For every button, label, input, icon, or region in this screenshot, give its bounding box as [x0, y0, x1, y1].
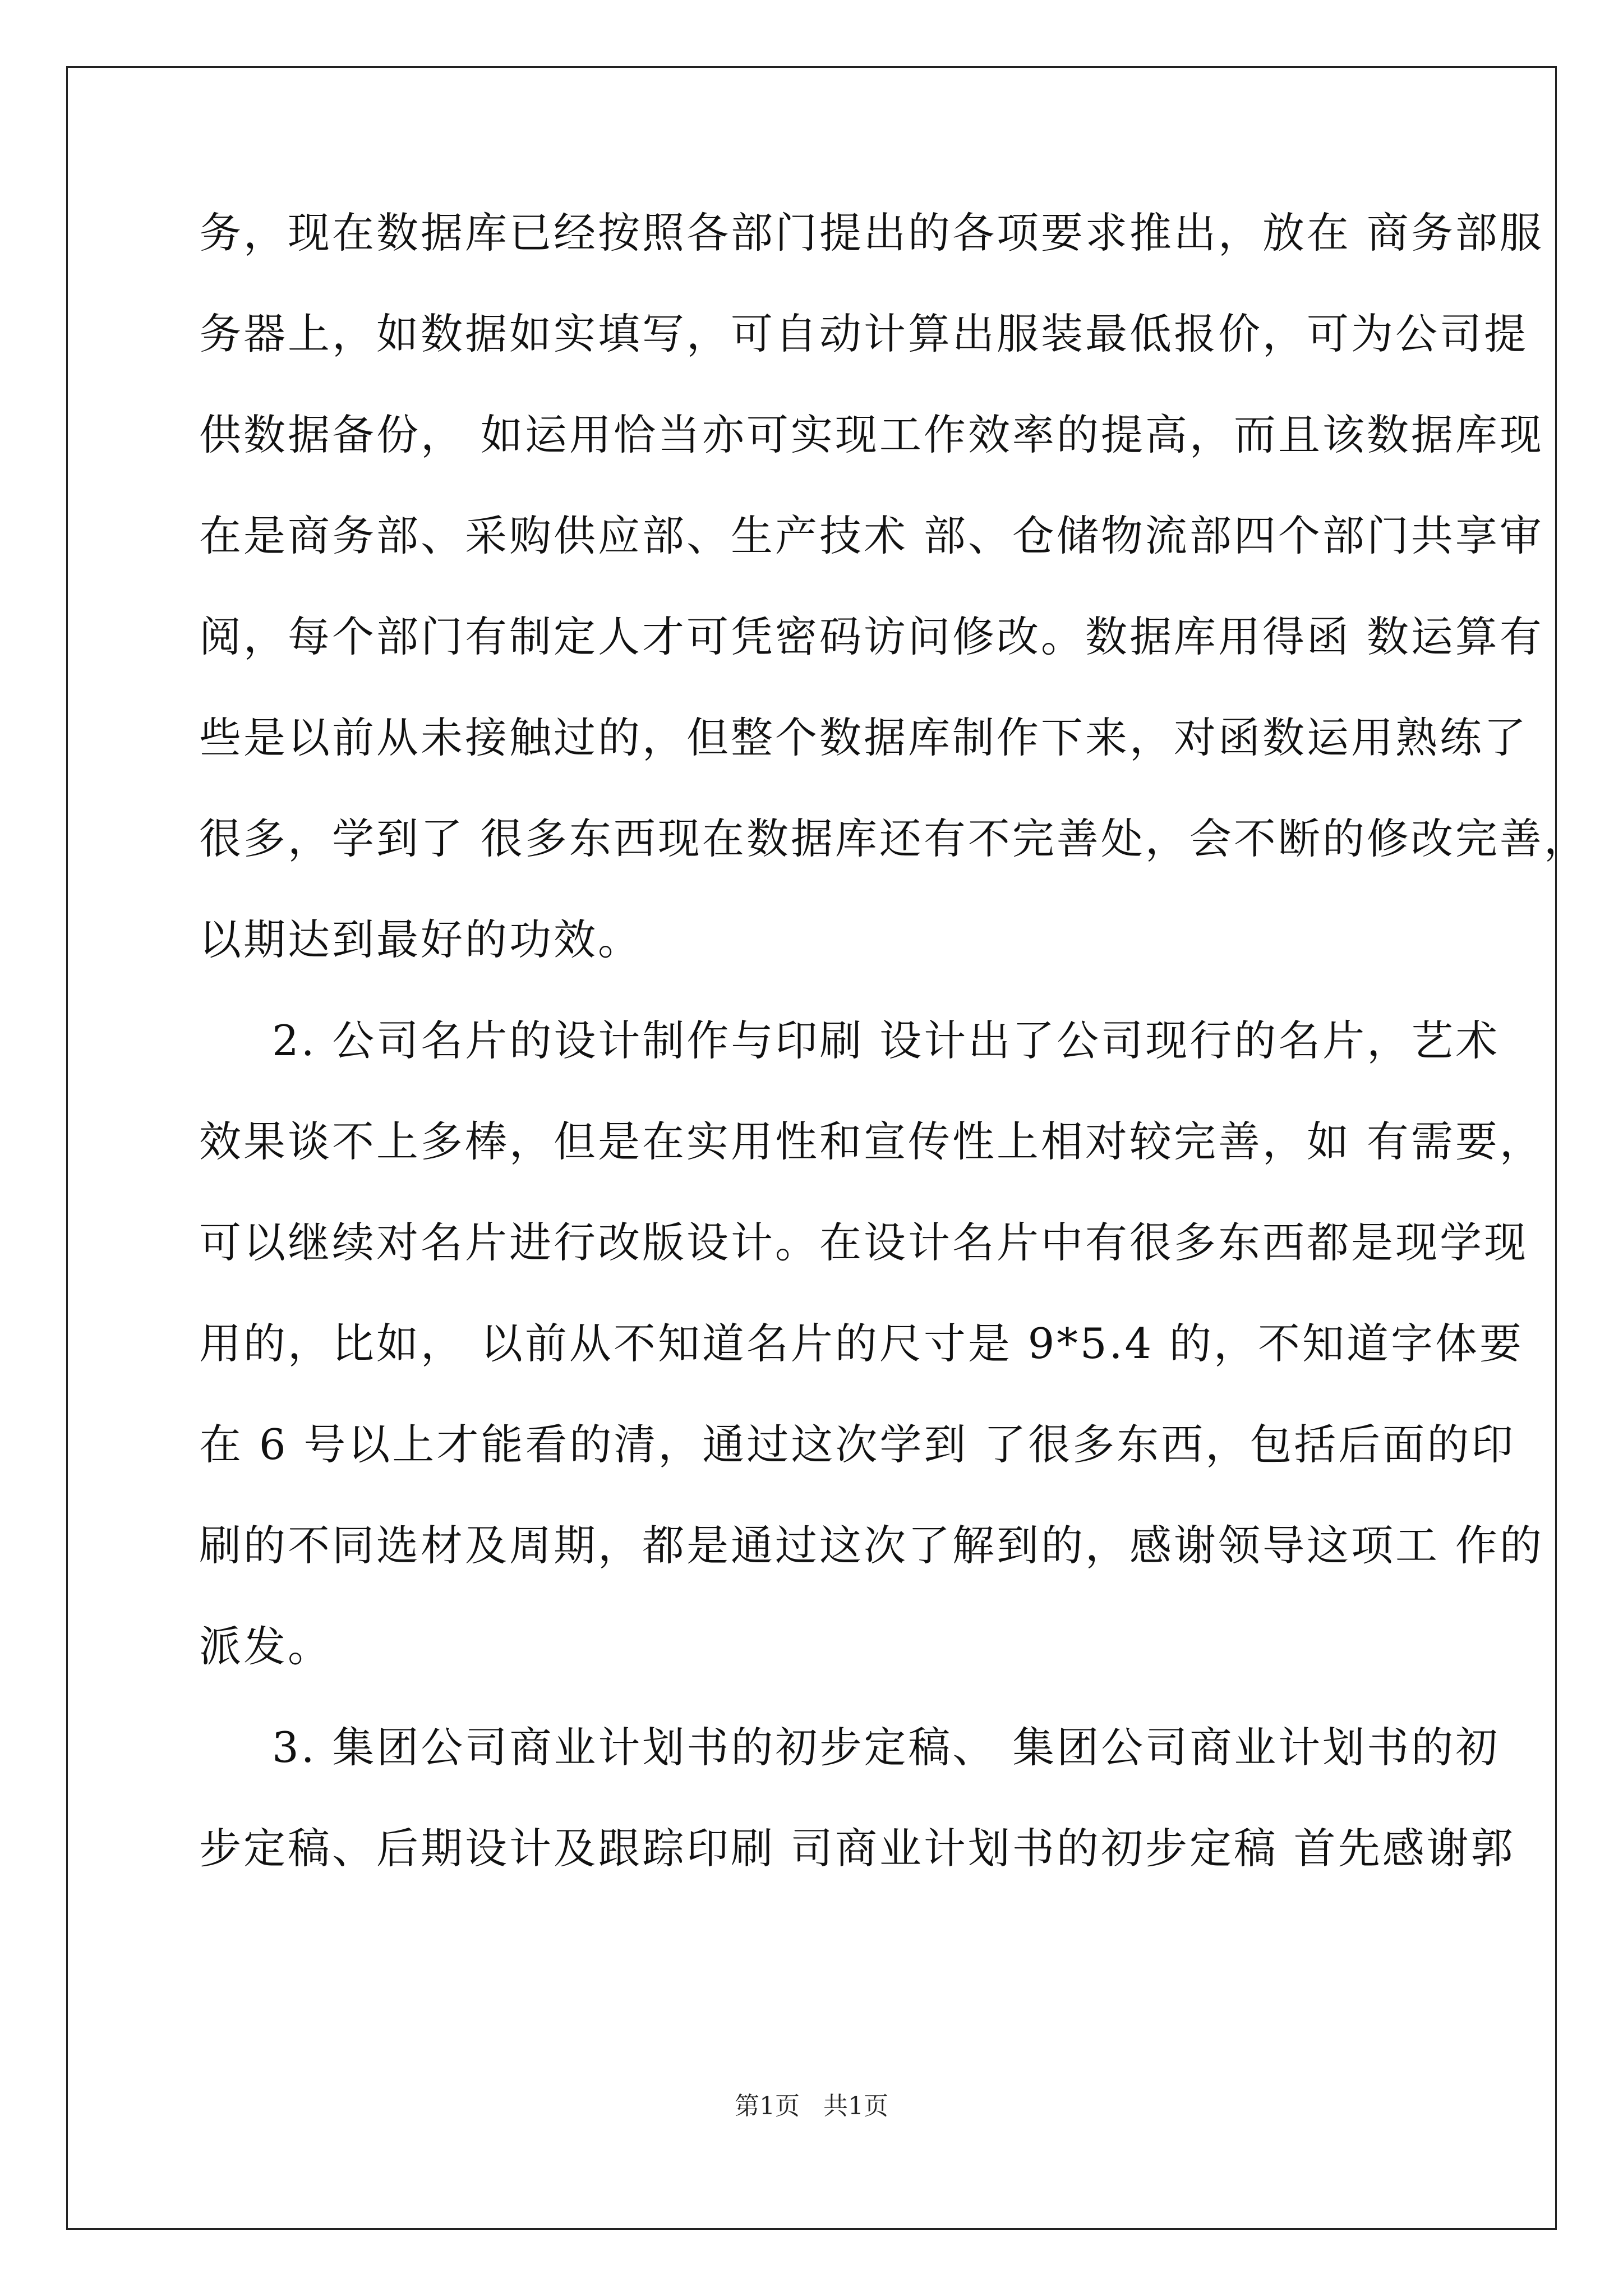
text-line: 可以继续对名片进行改版设计。在设计名片中有很多东西都是现学现 — [199, 1218, 1529, 1267]
text-line: 务，现在数据库已经按照各部门提出的各项要求推出，放在 商务部服 — [199, 208, 1544, 257]
paragraph-heading-2: 2. 公司名片的设计制作与印刷 设计出了公司现行的名片，艺术 — [272, 1016, 1500, 1065]
text-line: 阅，每个部门有制定人才可凭密码访问修改。数据库用得函 数运算有 — [199, 612, 1544, 661]
text-line: 步定稿、后期设计及跟踪印刷 司商业计划书的初步定稿 首先感谢郭 — [199, 1824, 1515, 1873]
text-line: 效果谈不上多棒，但是在实用性和宣传性上相对较完善，如 有需要， — [199, 1117, 1544, 1166]
text-line: 刷的不同选材及周期，都是通过这次了解到的，感谢领导这项工 作的 — [199, 1521, 1544, 1570]
text-line: 在是商务部、采购供应部、生产技术 部、仓储物流部四个部门共享审 — [199, 511, 1544, 560]
text-line: 务器上，如数据如实填写，可自动计算出服装最低报价，可为公司提 — [199, 309, 1529, 358]
text-line: 很多，学到了 很多东西现在数据库还有不完善处，会不断的修改完善， — [199, 814, 1588, 863]
text-line: 些是以前从未接触过的，但整个数据库制作下来，对函数运用熟练了 — [199, 713, 1529, 762]
paragraph-heading-3: 3. 集团公司商业计划书的初步定稿、 集团公司商业计划书的初 — [272, 1723, 1500, 1772]
text-line: 在 6 号以上才能看的清，通过这次学到 了很多东西，包括后面的印 — [199, 1420, 1516, 1469]
text-line: 派发。 — [199, 1622, 333, 1671]
document-body — [199, 208, 1588, 1929]
text-line: 供数据备份， 如运用恰当亦可实现工作效率的提高，而且该数据库现 — [199, 410, 1544, 459]
text-line: 用的，比如， 以前从不知道名片的尺寸是 9*5.4 的，不知道字体要 — [199, 1319, 1524, 1368]
page-number-footer: 第1页 共1页 — [735, 2092, 888, 2120]
text-line: 以期达到最好的功效。 — [199, 915, 643, 964]
